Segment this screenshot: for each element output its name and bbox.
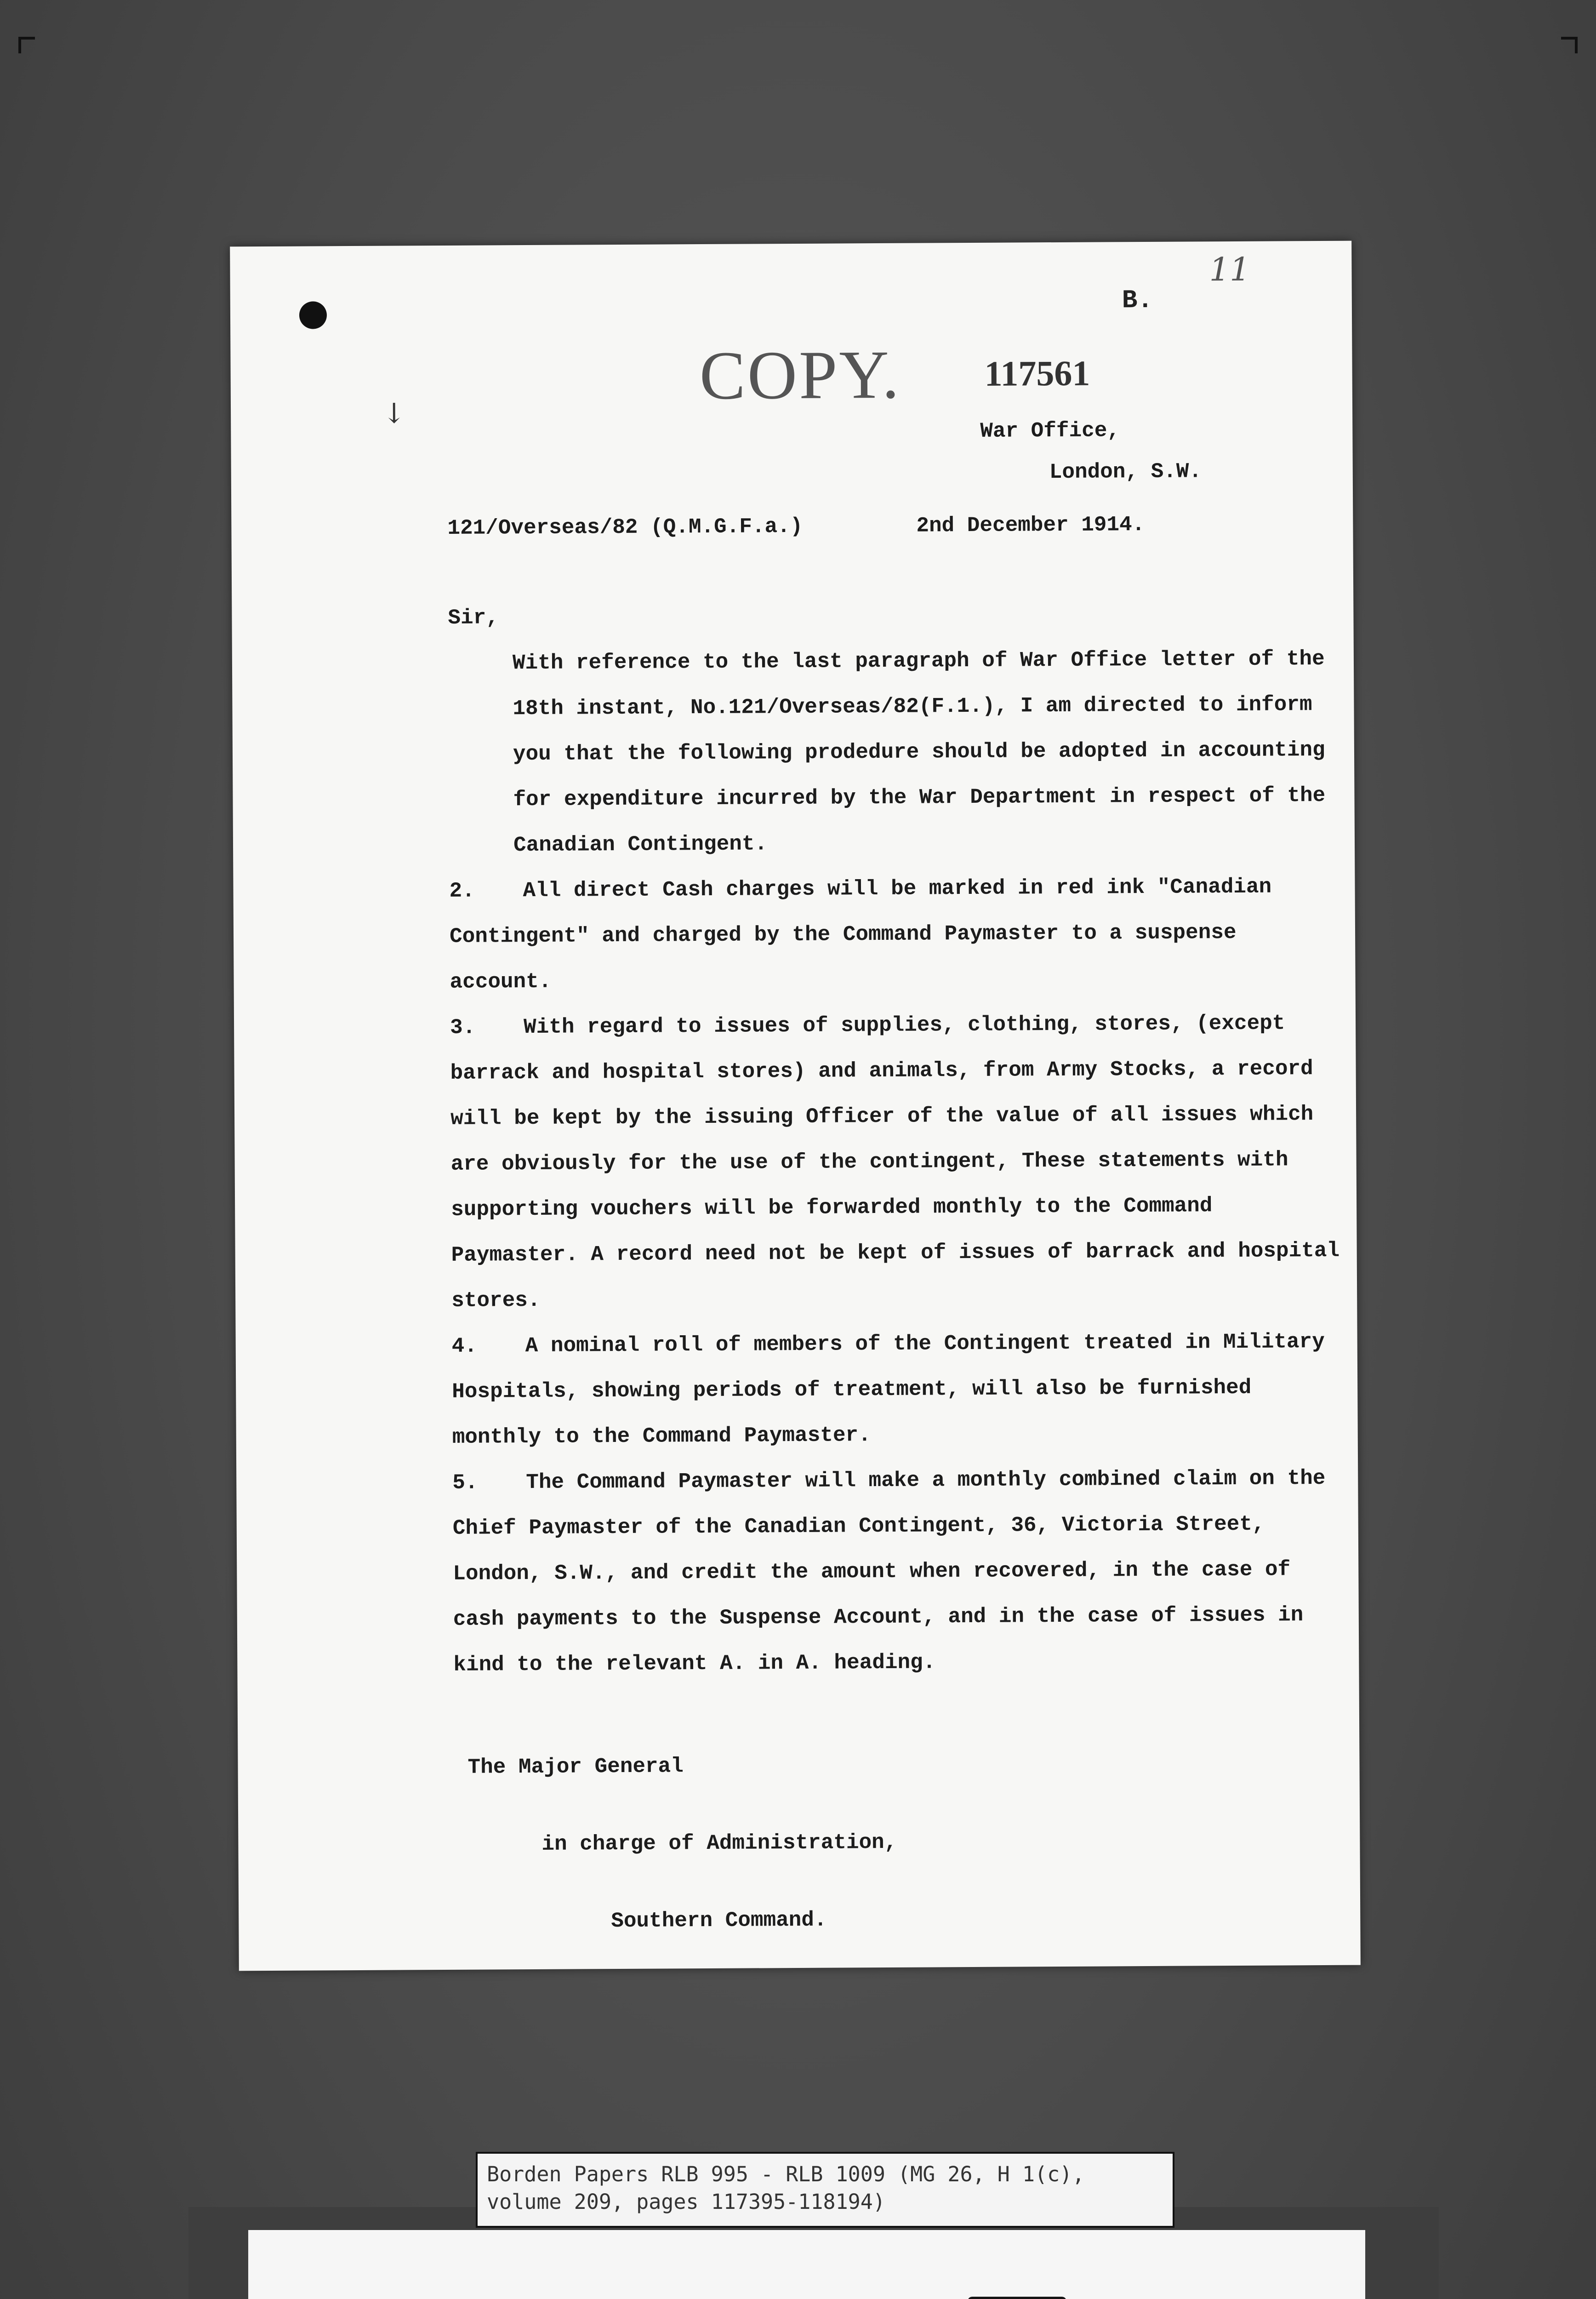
- salutation: Sir,: [448, 606, 499, 630]
- paragraph-number: 5.: [452, 1470, 478, 1495]
- paragraph-text: With reference to the last paragraph of War Office letter of the 18th instant, No.121/Overseas/82(F.1.), I am directed to inform you that the following prodedure should be adopted in accounting for expenditure incurred by the War Department in respect of the Canadian Contingent.: [512, 646, 1326, 858]
- archives-logo: [968, 2297, 1066, 2299]
- paragraph-5: [452, 1456, 1350, 1688]
- paragraph-4: [451, 1319, 1349, 1460]
- paragraph-1: [448, 636, 1346, 869]
- archive-label-line-2: volume 209, pages 117395-118194): [487, 2190, 885, 2214]
- crop-mark-top-right: [1561, 37, 1578, 53]
- letter-date: 2nd December 1914.: [916, 513, 1145, 538]
- sender-city: London, S.W.: [1049, 459, 1202, 485]
- signoff-block: [467, 1701, 898, 1986]
- signoff-line-3: Southern Command.: [611, 1908, 827, 1933]
- archive-reference-label: [476, 2152, 1174, 2228]
- paragraph-text: With regard to issues of supplies, clothing, stores, (except barrack and hospital stores) and animals, from Army Stocks, a record will be kept by the issuing Officer of the value of all issues which are obviously for the use of the contingent, These statements with supporting vouchers will be forwarded monthly to the Command Paymaster. A record need not be kept of issues of barrack and hospital stores.: [450, 1011, 1340, 1313]
- archives-stamp: [248, 2230, 1365, 2299]
- letter-page: [230, 241, 1361, 1971]
- signoff-line-2: in charge of Administration,: [542, 1830, 897, 1856]
- paragraph-text: The Command Paymaster will make a monthly combined claim on the Chief Paymaster of the Canadian Contingent, 36, Victoria Street, London, S.W., and credit the amount when recovered, in the case of cash payments to the Suspense Account, and in the case of issues in kind to the relevant A. in A. heading.: [452, 1466, 1326, 1677]
- copy-stamp-title: COPY.: [699, 336, 901, 414]
- document-number: 117561: [984, 353, 1090, 394]
- paragraph-text: All direct Cash charges will be marked in red ink "Canadian Contingent" and charged by the Command Paymaster to a suspense account.: [449, 875, 1272, 994]
- archive-label-line-1: Borden Papers RLB 995 - RLB 1009 (MG 26, H 1(c),: [487, 2162, 1085, 2186]
- paragraph-number: 3.: [450, 1015, 476, 1040]
- paragraph-number: 2.: [449, 879, 475, 903]
- crop-mark-top-left: [18, 37, 35, 53]
- signoff-line-1: The Major General: [467, 1754, 684, 1779]
- corner-letter: B.: [1122, 285, 1153, 315]
- paragraph-number: 4.: [451, 1334, 478, 1358]
- hand-mark: ↓: [382, 397, 406, 430]
- handwritten-page-number: 11: [1209, 250, 1250, 289]
- paragraph-2: [449, 864, 1346, 1005]
- letter-body: [448, 636, 1350, 1688]
- reference-number: 121/Overseas/82 (Q.M.G.F.a.): [447, 514, 803, 540]
- paragraph-3: [450, 1001, 1348, 1324]
- punch-hole: [299, 301, 327, 329]
- sender-office: War Office,: [980, 418, 1120, 443]
- paragraph-text: A nominal roll of members of the Contingent treated in Military Hospitals, showing periods of treatment, will also be furnished monthly to the Command Paymaster.: [452, 1329, 1325, 1449]
